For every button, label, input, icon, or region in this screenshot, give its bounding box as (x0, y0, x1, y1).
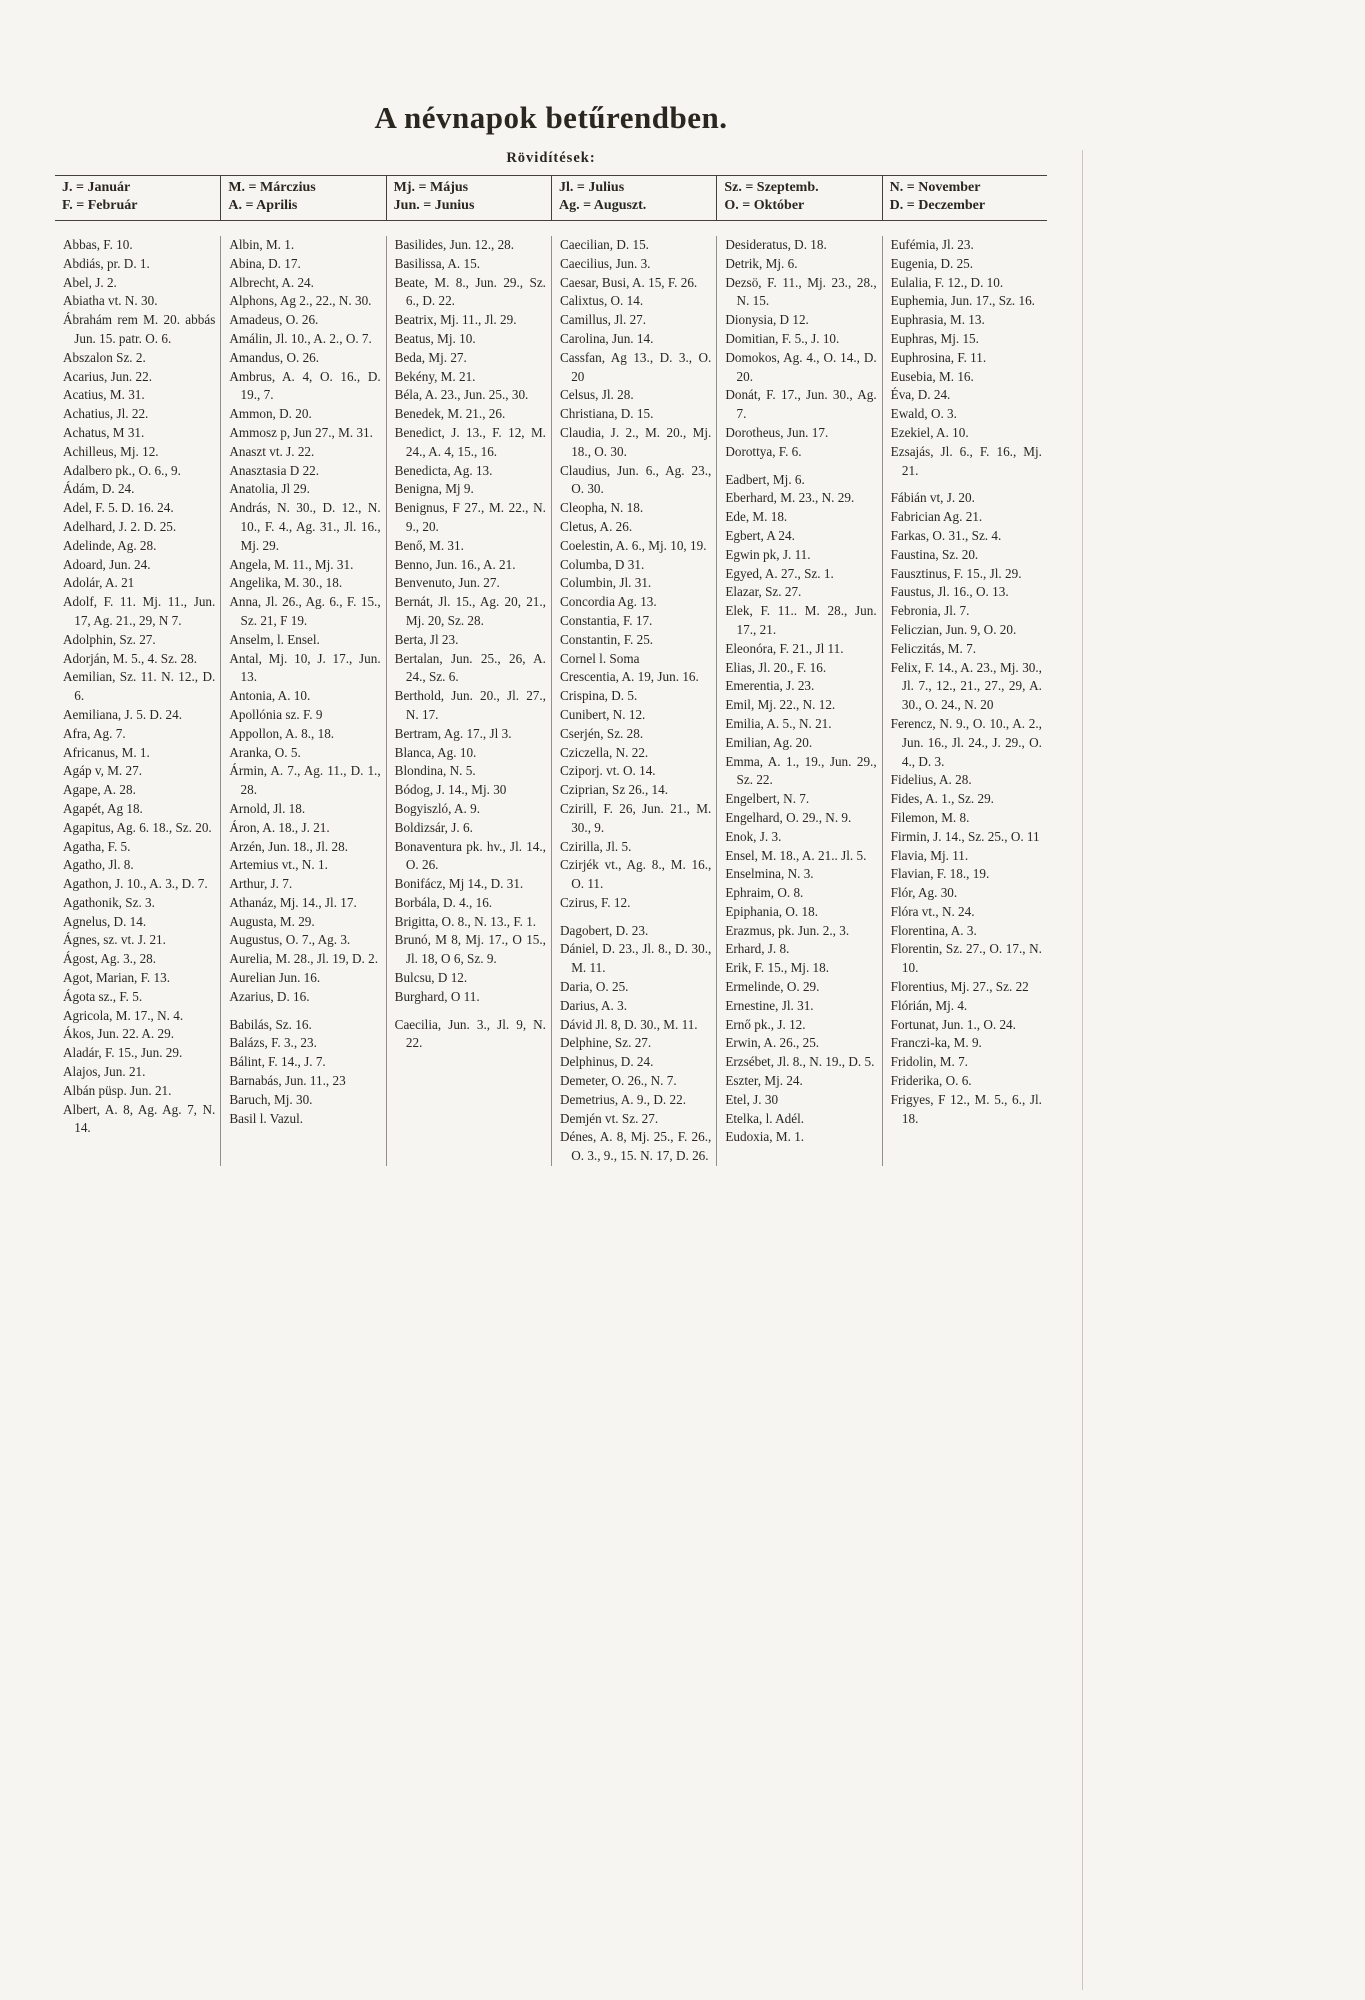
calendar-entry: Albert, A. 8, Ag. Ag. 7, N. 14. (63, 1101, 216, 1136)
calendar-entry: Adolphin, Sz. 27. (63, 631, 156, 647)
calendar-entry: Erazmus, pk. Jun. 2., 3. (725, 922, 850, 938)
calendar-entry: Afra, Ag. 7. (63, 725, 126, 741)
calendar-entry: Cziczella, N. 22. (559, 744, 649, 760)
calendar-entry: Adoard, Jun. 24. (63, 556, 151, 572)
calendar-entry: Elias, Jl. 20., F. 16. (725, 659, 827, 675)
calendar-entry: Baruch, Mj. 30. (229, 1091, 313, 1107)
name-column-3 (386, 236, 551, 1166)
calendar-entry: Elek, F. 11.. M. 28., Jun. 17., 21. (725, 603, 877, 637)
calendar-entry: Adorján, M. 5., 4. Sz. 28. (63, 650, 198, 666)
calendar-entry: Babilás, Sz. 16. (229, 1016, 312, 1032)
calendar-entry: Azarius, D. 16. (229, 988, 310, 1004)
calendar-entry: Dagobert, D. 23. (559, 922, 649, 938)
calendar-entry: Bogyiszló, A. 9. (394, 800, 481, 816)
calendar-entry: Ammon, D. 20. (229, 406, 312, 422)
calendar-entry: Angelika, M. 30., 18. (229, 575, 343, 591)
calendar-entry: Darius, A. 3. (559, 997, 628, 1013)
calendar-entry: Caecilia, Jun. 3., Jl. 9, N. 22. (394, 1016, 546, 1051)
calendar-entry: Constantia, F. 17. (559, 612, 653, 628)
calendar-entry: Dániel, D. 23., Jl. 8., D. 30., M. 11. (559, 941, 712, 976)
calendar-entry: Elazar, Sz. 27. (725, 584, 802, 600)
calendar-entry: Benedict, J. 13., F. 12, M. 24., A. 4, 15., 16. (394, 424, 546, 459)
calendar-entry: Egwin pk, J. 11. (725, 546, 811, 562)
calendar-entry: Epiphania, O. 18. (725, 903, 818, 919)
calendar-entry: Fides, A. 1., Sz. 29. (890, 791, 994, 807)
calendar-entry: Benigna, Mj 9. (394, 481, 474, 497)
calendar-entry: Berta, Jl 23. (394, 631, 459, 647)
section-gap (891, 480, 1042, 489)
calendar-entry: Agape, A. 28. (63, 782, 136, 798)
calendar-entry: Benvenuto, Jun. 27. (394, 575, 500, 591)
calendar-entry: Arzén, Jun. 18., Jl. 28. (229, 838, 349, 854)
calendar-entry: Agricola, M. 17., N. 4. (63, 1007, 184, 1023)
calendar-entry: Abbas, F. 10. (63, 237, 133, 252)
calendar-entry: Delphinus, D. 24. (559, 1054, 654, 1070)
calendar-entry: Delphine, Sz. 27. (559, 1035, 652, 1051)
calendar-entry: Dorottya, F. 6. (725, 443, 802, 459)
calendar-entry: Beatrix, Mj. 11., Jl. 29. (394, 312, 517, 328)
calendar-entry: Brigitta, O. 8., N. 13., F. 1. (394, 913, 537, 929)
abbreviation-cell (386, 176, 551, 220)
calendar-entry: András, N. 30., D. 12., N. 10., F. 4., Ag. 31., Jl. 16., Mj. 29. (229, 500, 381, 553)
calendar-entry: Columbin, Jl. 31. (559, 575, 652, 591)
calendar-entry: Adolf, F. 11. Mj. 11., Jun. 17, Ag. 21., 29, N 7. (63, 594, 216, 628)
calendar-entry: Agot, Marian, F. 13. (63, 970, 170, 986)
calendar-entry: Euphrosina, F. 11. (890, 349, 987, 365)
calendar-entry: Alajos, Jun. 21. (63, 1064, 146, 1080)
calendar-entry: Ezekiel, A. 10. (890, 424, 969, 440)
calendar-entry: Enok, J. 3. (725, 828, 782, 844)
calendar-entry: Acarius, Jun. 22. (63, 368, 153, 384)
name-columns (55, 236, 1047, 1166)
abbreviation-line: Mj. = Május (393, 180, 469, 195)
calendar-entry: Adalbero pk., O. 6., 9. (63, 462, 181, 478)
calendar-entry: Enselmina, N. 3. (725, 866, 814, 882)
calendar-entry: Beda, Mj. 27. (394, 349, 467, 365)
calendar-entry: Ágost, Ag. 3., 28. (63, 951, 157, 967)
calendar-entry: Eugenia, D. 25. (890, 255, 974, 271)
abbreviation-line: D. = Deczember (889, 198, 986, 213)
calendar-entry: Felix, F. 14., A. 23., Mj. 30., Jl. 7., 12., 21., 27., 29, A. 30., O. 24., N. 20 (890, 659, 1042, 713)
calendar-entry: Adelhard, J. 2. D. 25. (63, 518, 177, 534)
calendar-entry: Coelestin, A. 6., Mj. 10, 19. (559, 537, 707, 553)
calendar-entry: Benignus, F 27., M. 22., N. 9., 20. (394, 500, 546, 534)
calendar-entry: Abel, J. 2. (63, 274, 117, 290)
calendar-entry: Artemius vt., N. 1. (229, 857, 328, 873)
calendar-entry: Flórián, Mj. 4. (890, 997, 968, 1013)
calendar-entry: Fausztinus, F. 15., Jl. 29. (890, 565, 1022, 581)
calendar-entry: Abszalon Sz. 2. (63, 349, 146, 365)
calendar-entry: Benno, Jun. 16., A. 21. (394, 556, 516, 572)
calendar-entry: Albrecht, A. 24. (229, 274, 314, 290)
calendar-entry: Caesar, Busi, A. 15, F. 26. (559, 274, 698, 290)
section-gap (395, 1007, 546, 1016)
calendar-entry: Febronia, Jl. 7. (890, 603, 970, 619)
calendar-entry: Euphras, Mj. 15. (890, 330, 979, 346)
calendar-entry: Emerentia, J. 23. (725, 678, 815, 694)
calendar-entry: Boldizsár, J. 6. (394, 819, 473, 835)
calendar-entry: Ephraim, O. 8. (725, 885, 804, 901)
calendar-entry: Eulalia, F. 12., D. 10. (890, 274, 1004, 290)
calendar-entry: Flavian, F. 18., 19. (890, 866, 990, 882)
calendar-entry: Bódog, J. 14., Mj. 30 (394, 782, 507, 798)
calendar-entry: Etelka, l. Adél. (725, 1110, 805, 1126)
calendar-entry: Ágnes, sz. vt. J. 21. (63, 932, 166, 948)
calendar-entry: Angela, M. 11., Mj. 31. (229, 556, 354, 572)
calendar-entry: Carolina, Jun. 14. (559, 330, 654, 346)
calendar-entry: Benedek, M. 21., 26. (394, 406, 506, 422)
calendar-entry: Acatius, M. 31. (63, 387, 145, 403)
calendar-entry: Dénes, A. 8, Mj. 25., F. 26., O. 3., 9., 15. N. 17, D. 26. (559, 1129, 712, 1164)
calendar-entry: Cserjén, Sz. 28. (559, 725, 644, 741)
abbreviation-line: J. = Január (62, 180, 131, 195)
calendar-entry: Beatus, Mj. 10. (394, 330, 476, 346)
calendar-entry: Áron, A. 18., J. 21. (229, 819, 330, 835)
calendar-entry: Beate, M. 8., Jun. 29., Sz. 6., D. 22. (394, 274, 546, 309)
calendar-entry: Emil, Mj. 22., N. 12. (725, 697, 836, 713)
calendar-entry: Ernő pk., J. 12. (725, 1016, 806, 1032)
calendar-entry: Agathonik, Sz. 3. (63, 894, 155, 910)
calendar-entry: Bertalan, Jun. 25., 26, A. 24., Sz. 6. (394, 650, 546, 685)
calendar-entry: Euphemia, Jun. 17., Sz. 16. (890, 293, 1035, 309)
calendar-entry: Eudoxia, M. 1. (725, 1129, 805, 1145)
calendar-entry: Feliczitás, M. 7. (890, 640, 976, 656)
calendar-entry: Florentius, Mj. 27., Sz. 22 (890, 979, 1029, 995)
calendar-entry: Frigyes, F 12., M. 5., 6., Jl. 18. (890, 1091, 1042, 1126)
abbreviations-table (55, 175, 1047, 221)
calendar-entry: Demjén vt. Sz. 27. (559, 1110, 659, 1126)
calendar-entry: Erik, F. 15., Mj. 18. (725, 960, 830, 976)
calendar-entry: Barnabás, Jun. 11., 23 (229, 1073, 346, 1089)
calendar-entry: Flavia, Mj. 11. (890, 847, 969, 863)
name-column-4 (551, 236, 716, 1166)
abbreviations-heading: Rövidítések: (506, 150, 596, 166)
calendar-entry: Czirilla, Jl. 5. (559, 838, 632, 854)
calendar-entry: Éva, D. 24. (890, 387, 951, 403)
name-column-2 (220, 236, 385, 1166)
calendar-entry: Bertram, Ag. 17., Jl 3. (394, 725, 512, 741)
section-gap (725, 462, 876, 471)
calendar-entry: Desideratus, D. 18. (725, 237, 827, 252)
calendar-entry: Donát, F. 17., Jun. 30., Ag. 7. (725, 387, 877, 422)
calendar-entry: Ármin, A. 7., Ag. 11., D. 1., 28. (229, 763, 381, 798)
calendar-entry: Dávid Jl. 8, D. 30., M. 11. (559, 1016, 698, 1032)
calendar-entry: Albin, M. 1. (229, 237, 295, 252)
calendar-entry: Eadbert, Mj. 6. (725, 471, 805, 487)
calendar-entry: Borbála, D. 4., 16. (394, 894, 493, 910)
calendar-entry: Ammosz p, Jun 27., M. 31. (229, 424, 373, 440)
calendar-entry: Concordia Ag. 13. (559, 594, 657, 610)
calendar-entry: Anatolia, Jl 29. (229, 481, 310, 497)
calendar-entry: Aladár, F. 15., Jun. 29. (63, 1045, 183, 1061)
calendar-entry: Ákos, Jun. 22. A. 29. (63, 1026, 175, 1042)
calendar-entry: Ábrahám rem M. 20. abbás Jun. 15. patr. O. 6. (63, 312, 216, 346)
name-column-1 (55, 236, 220, 1166)
calendar-entry: Feliczian, Jun. 9, O. 20. (890, 621, 1017, 637)
calendar-entry: Aurelian Jun. 16. (229, 970, 321, 986)
calendar-entry: Bulcsu, D 12. (394, 970, 468, 986)
calendar-entry: Bernát, Jl. 15., Ag. 20, 21., Mj. 20, Sz. 28. (394, 594, 546, 628)
calendar-entry: Blanca, Ag. 10. (394, 744, 477, 760)
calendar-entry: Dionysia, D 12. (725, 312, 809, 328)
abbreviation-cell (716, 176, 881, 220)
calendar-entry: Christiana, D. 15. (559, 406, 654, 422)
calendar-entry: Adelinde, Ag. 28. (63, 537, 157, 553)
calendar-entry: Fábián vt, J. 20. (890, 490, 975, 506)
calendar-entry: Africanus, M. 1. (63, 744, 150, 760)
calendar-entry: Abina, D. 17. (229, 255, 301, 271)
calendar-entry: Eberhard, M. 23., N. 29. (725, 490, 855, 506)
calendar-entry: Dezsö, F. 11., Mj. 23., 28., N. 15. (725, 274, 877, 309)
calendar-entry: Domitian, F. 5., J. 10. (725, 330, 840, 346)
calendar-entry: Caecilian, D. 15. (559, 237, 649, 252)
calendar-entry: Agatha, F. 5. (63, 838, 131, 854)
name-column-6 (882, 236, 1047, 1166)
calendar-entry: Cziprian, Sz 26., 14. (559, 782, 669, 798)
calendar-entry: Czirill, F. 26, Jun. 21., M. 30., 9. (559, 800, 712, 835)
calendar-entry: Columba, D 31. (559, 556, 645, 572)
calendar-entry: Czirus, F. 12. (559, 894, 631, 910)
calendar-entry: Cunibert, N. 12. (559, 706, 646, 722)
calendar-entry: Flór, Ag. 30. (890, 885, 958, 901)
calendar-entry: Achatius, Jl. 22. (63, 406, 149, 422)
page-title: A névnapok betűrendben. (374, 100, 728, 135)
calendar-entry: Demetrius, A. 9., D. 22. (559, 1091, 686, 1107)
calendar-entry: Eufémia, Jl. 23. (890, 237, 974, 252)
abbreviation-line: F. = Február (62, 198, 138, 213)
calendar-entry: Aemilian, Sz. 11. N. 12., D. 6. (63, 669, 216, 704)
calendar-entry: Aranka, O. 5. (229, 744, 301, 760)
calendar-entry: Bonaventura pk. hv., Jl. 14., O. 26. (394, 838, 546, 873)
calendar-entry: Bekény, M. 21. (394, 368, 476, 384)
calendar-entry: Cleopha, N. 18. (559, 500, 644, 516)
calendar-entry: Calixtus, O. 14. (559, 293, 644, 309)
calendar-entry: Euphrasia, M. 13. (890, 312, 985, 328)
calendar-entry: Franczi-ka, M. 9. (890, 1035, 982, 1051)
calendar-entry: Abdiás, pr. D. 1. (63, 255, 150, 271)
calendar-entry: Domokos, Ag. 4., O. 14., D. 20. (725, 349, 877, 384)
calendar-entry: Aemiliana, J. 5. D. 24. (63, 706, 183, 722)
calendar-entry: Fabrician Ag. 21. (890, 509, 983, 525)
calendar-entry: Farkas, O. 31., Sz. 4. (890, 527, 1002, 543)
calendar-entry: Engelhard, O. 29., N. 9. (725, 809, 852, 825)
calendar-entry: Alphons, Ag 2., 22., N. 30. (229, 293, 372, 309)
calendar-entry: Celsus, Jl. 28. (559, 387, 634, 403)
calendar-entry: Anselm, l. Ensel. (229, 631, 320, 647)
calendar-entry: Demeter, O. 26., N. 7. (559, 1073, 677, 1089)
calendar-entry: Agnelus, D. 14. (63, 913, 147, 929)
calendar-entry: Anaszt vt. J. 22. (229, 443, 315, 459)
calendar-entry: Ewald, O. 3. (890, 406, 957, 422)
abbreviation-cell (220, 176, 385, 220)
calendar-entry: Agapitus, Ag. 6. 18., Sz. 20. (63, 819, 212, 835)
calendar-entry: Aurelia, M. 28., Jl. 19, D. 2. (229, 951, 379, 967)
calendar-entry: Blondina, N. 5. (394, 763, 476, 779)
section-gap (229, 1007, 380, 1016)
calendar-entry: Agatho, Jl. 8. (63, 857, 134, 873)
abbreviation-line: Jl. = Julius (558, 180, 625, 195)
calendar-entry: Eleonóra, F. 21., Jl 11. (725, 640, 844, 656)
calendar-entry: Dorotheus, Jun. 17. (725, 424, 829, 440)
calendar-entry: Benő, M. 31. (394, 537, 464, 553)
calendar-entry: Egbert, A 24. (725, 527, 795, 543)
calendar-entry: Cletus, A. 26. (559, 518, 633, 534)
calendar-entry: Czirjék vt., Ag. 8., M. 16., O. 11. (559, 857, 712, 892)
calendar-entry: Ambrus, A. 4, O. 16., D. 19., 7. (229, 368, 381, 403)
calendar-entry: Engelbert, N. 7. (725, 791, 810, 807)
calendar-entry: Brunó, M 8, Mj. 17., O 15., Jl. 18, O 6, Sz. 9. (394, 932, 546, 967)
calendar-entry: Albán püsp. Jun. 21. (63, 1082, 172, 1098)
calendar-entry: Caecilius, Jun. 3. (559, 255, 651, 271)
abbreviation-line: Jun. = Junius (393, 198, 475, 213)
calendar-entry: Arthur, J. 7. (229, 876, 293, 892)
calendar-entry: Ádám, D. 24. (63, 481, 135, 497)
calendar-entry: Bonifácz, Mj 14., D. 31. (394, 876, 524, 892)
calendar-entry: Daria, O. 25. (559, 979, 629, 995)
calendar-entry: Anasztasia D 22. (229, 462, 320, 478)
calendar-entry: Anna, Jl. 26., Ag. 6., F. 15., Sz. 21, F 19. (229, 594, 381, 628)
calendar-entry: Amandus, O. 26. (229, 349, 320, 365)
calendar-entry: Athanáz, Mj. 14., Jl. 17. (229, 894, 357, 910)
calendar-entry: Ensel, M. 18., A. 21.. Jl. 5. (725, 847, 867, 863)
calendar-entry: Burghard, O 11. (394, 988, 480, 1004)
calendar-entry: Erzsébet, Jl. 8., N. 19., D. 5. (725, 1054, 875, 1070)
scanned-page (55, 0, 1047, 1166)
calendar-entry: Crispina, D. 5. (559, 688, 638, 704)
calendar-entry: Basilides, Jun. 12., 28. (394, 237, 515, 252)
calendar-entry: Balázs, F. 3., 23. (229, 1035, 317, 1051)
calendar-entry: Antonia, A. 10. (229, 688, 311, 704)
calendar-entry: Eusebia, M. 16. (890, 368, 974, 384)
calendar-entry: Amadeus, O. 26. (229, 312, 319, 328)
calendar-entry: Ernestine, Jl. 31. (725, 997, 814, 1013)
abbreviation-line: Ag. = Auguszt. (558, 198, 647, 213)
calendar-entry: Etel, J. 30 (725, 1091, 779, 1107)
calendar-entry: Emilia, A. 5., N. 21. (725, 715, 832, 731)
calendar-entry: Cassfan, Ag 13., D. 3., O. 20 (559, 349, 712, 384)
calendar-entry: Ermelinde, O. 29. (725, 979, 820, 995)
calendar-entry: Bálint, F. 14., J. 7. (229, 1054, 326, 1070)
calendar-entry: Ede, M. 18. (725, 509, 788, 525)
calendar-entry: Emilian, Ag. 20. (725, 734, 813, 750)
calendar-entry: Eszter, Mj. 24. (725, 1073, 803, 1089)
calendar-entry: Florentin, Sz. 27., O. 17., N. 10. (890, 941, 1042, 976)
calendar-entry: Abiatha vt. N. 30. (63, 293, 158, 309)
calendar-entry: Crescentia, A. 19, Jun. 16. (559, 669, 699, 685)
abbreviation-line: O. = Október (724, 198, 805, 213)
calendar-entry: Augustus, O. 7., Ag. 3. (229, 932, 351, 948)
calendar-entry: Agathon, J. 10., A. 3., D. 7. (63, 876, 208, 892)
calendar-entry: Basil l. Vazul. (229, 1110, 304, 1126)
calendar-entry: Fortunat, Jun. 1., O. 24. (890, 1016, 1016, 1032)
abbreviation-cell (55, 176, 220, 220)
abbreviation-line: A. = Aprilis (228, 198, 298, 213)
calendar-entry: Cornel l. Soma (559, 650, 640, 666)
calendar-entry: Fridolin, M. 7. (890, 1054, 968, 1070)
abbreviation-cell (882, 176, 1047, 220)
calendar-entry: Achatus, M 31. (63, 424, 145, 440)
calendar-entry: Cziporj. vt. O. 14. (559, 763, 656, 779)
calendar-entry: Fidelius, A. 28. (890, 772, 972, 788)
calendar-entry: Egyed, A. 27., Sz. 1. (725, 565, 834, 581)
calendar-entry: Agapét, Ag 18. (63, 800, 143, 816)
section-gap (560, 913, 711, 922)
calendar-entry: Firmin, J. 14., Sz. 25., O. 11 (890, 828, 1040, 844)
calendar-entry: Ágota sz., F. 5. (63, 988, 143, 1004)
calendar-entry: Claudia, J. 2., M. 20., Mj. 18., O. 30. (559, 424, 712, 459)
calendar-entry: Faustina, Sz. 20. (890, 546, 979, 562)
calendar-entry: Béla, A. 23., Jun. 25., 30. (394, 387, 529, 403)
calendar-entry: Constantin, F. 25. (559, 631, 654, 647)
calendar-entry: Detrik, Mj. 6. (725, 255, 798, 271)
calendar-entry: Ferencz, N. 9., O. 10., A. 2., Jun. 16., Jl. 24., J. 29., O. 4., D. 3. (890, 715, 1042, 769)
calendar-entry: Basilissa, A. 15. (394, 255, 481, 271)
calendar-entry: Erhard, J. 8. (725, 941, 790, 957)
abbreviation-line: Sz. = Szeptemb. (724, 180, 819, 195)
calendar-entry: Augusta, M. 29. (229, 913, 315, 929)
calendar-entry: Adel, F. 5. D. 16. 24. (63, 500, 174, 516)
calendar-entry: Berthold, Jun. 20., Jl. 27., N. 17. (394, 688, 546, 722)
calendar-entry: Camillus, Jl. 27. (559, 312, 647, 328)
calendar-entry: Arnold, Jl. 18. (229, 800, 306, 816)
calendar-entry: Amálin, Jl. 10., A. 2., O. 7. (229, 330, 372, 346)
page-edge-line (1082, 150, 1083, 1990)
calendar-entry: Faustus, Jl. 16., O. 13. (890, 584, 1009, 600)
calendar-entry: Adolár, A. 21 (63, 575, 135, 591)
abbreviation-line: N. = November (889, 180, 981, 195)
calendar-entry: Florentina, A. 3. (890, 922, 977, 938)
calendar-entry: Flóra vt., N. 24. (890, 903, 975, 919)
abbreviation-cell (551, 176, 716, 220)
calendar-entry: Ezsajás, Jl. 6., F. 16., Mj. 21. (890, 443, 1042, 478)
calendar-entry: Agáp v, M. 27. (63, 763, 142, 779)
calendar-entry: Claudius, Jun. 6., Ag. 23., O. 30. (559, 462, 712, 497)
calendar-entry: Benedicta, Ag. 13. (394, 462, 493, 478)
abbreviation-line: M. = Márczius (228, 180, 316, 195)
calendar-entry: Appollon, A. 8., 18. (229, 725, 335, 741)
calendar-entry: Apollónia sz. F. 9 (229, 706, 323, 722)
calendar-entry: Filemon, M. 8. (890, 809, 970, 825)
calendar-entry: Antal, Mj. 10, J. 17., Jun. 13. (229, 650, 381, 685)
calendar-entry: Erwin, A. 26., 25. (725, 1035, 820, 1051)
name-column-5 (716, 236, 881, 1166)
calendar-entry: Achilleus, Mj. 12. (63, 443, 159, 459)
calendar-entry: Friderika, O. 6. (890, 1073, 972, 1089)
calendar-entry: Emma, A. 1., 19., Jun. 29., Sz. 22. (725, 753, 877, 788)
